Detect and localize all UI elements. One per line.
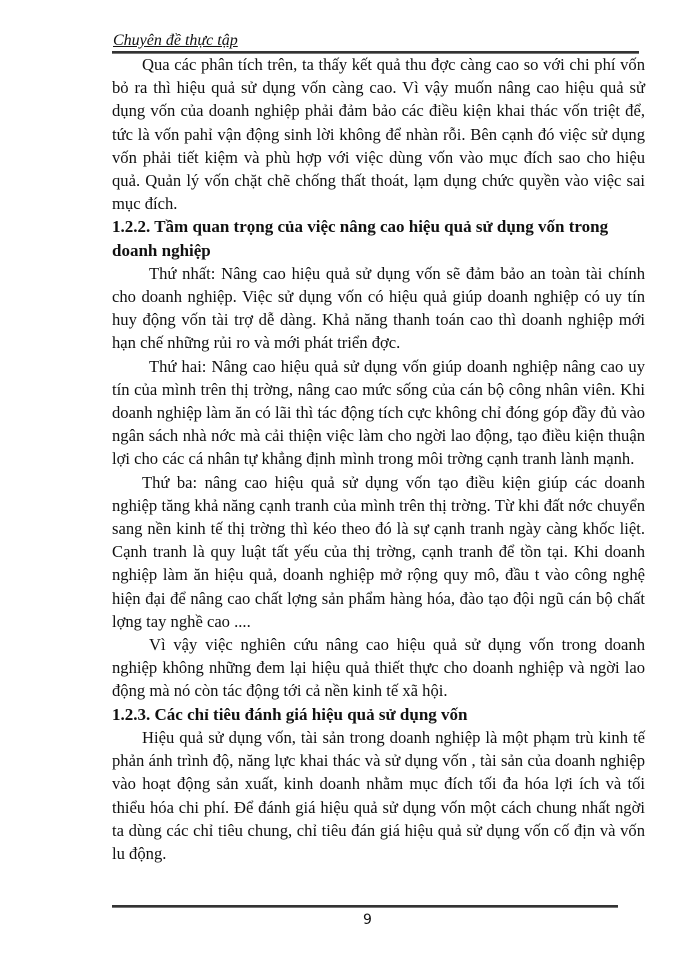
header-title: Chuyên đề thực tập — [113, 32, 238, 49]
paragraph-intro: Qua các phân tích trên, ta thấy kết quả thu đợc càng cao so với chi phí vốn bỏ ra thì hiệu quả sử dụng vốn càng cao. Vì vậy muốn nâng cao hiệu quả sử dụng vốn của doanh nghiệp phải đảm bảo các điều kiện khai thác vốn triệt để, tức là vốn pahỉ vận động sinh lời không để nhàn rỗi. Bên cạnh đó việc sử dụng vốn phải tiết kiệm và phù hợp với việc dùng vốn vào mục đích sao cho hiệu quả. Quản lý vốn chặt chẽ chống thất thoát, lạm dụng chức quyền vào việc sai mục đích. — [112, 55, 645, 214]
footer-divider — [112, 905, 618, 908]
paragraph-second-point: Thứ hai: Nâng cao hiệu quả sử dụng vốn giúp doanh nghiệp nâng cao uy tín của mình trên thị trờng, nâng cao mức sống của cán bộ công nhân viên. Khi doanh nghiệp làm ăn có lãi thì tác động tích cực không chỉ đóng góp đầy đủ vào ngân sách nhà nớc mà cải thiện việc làm cho ngời lao động, tạo điều kiện thuận lợi cho các cá nhân tự khẳng định mình trong môi trờng cạnh tranh lành mạnh. — [112, 356, 645, 469]
document-body — [112, 53, 645, 865]
page-number: 9 — [363, 912, 372, 928]
page-header — [112, 30, 639, 54]
paragraph-third-point: Thứ ba: nâng cao hiệu quả sử dụng vốn tạo điều kiện giúp các doanh nghiệp tăng khả năng cạnh tranh của mình trên thị trờng. Từ khi đất nớc chuyển sang nền kinh tế thị trờng thì kéo theo đó là sự cạnh tranh ngày càng khốc liệt. Cạnh tranh là quy luật tất yếu của thị trờng, cạnh tranh để tồn tại. Khi doanh nghiệp làm ăn hiệu quả, doanh nghiệp mở rộng quy mô, đầu t vào công nghệ hiện đại để nâng cao chất lợng sản phẩm hàng hóa, đào tạo đội ngũ cán bộ chất lợng tay nghề cao .... — [112, 472, 645, 631]
section-heading-1-2-3: 1.2.3. Các chỉ tiêu đánh giá hiệu quả sử dụng vốn — [112, 704, 468, 724]
paragraph-conclusion: Vì vậy việc nghiên cứu nâng cao hiệu quả sử dụng vốn trong doanh nghiệp không những đem lại hiệu quả thiết thực cho doanh nghiệp và ngời lao động mà nó còn tác động tới cả nền kinh tế xã hội. — [112, 635, 645, 701]
paragraph-first-point: Thứ nhất: Nâng cao hiệu quả sử dụng vốn sẽ đảm bảo an toàn tài chính cho doanh nghiệp. Việc sử dụng vốn có hiệu quả giúp doanh nghiệp có uy tín huy động vốn tài trợ dễ dàng. Khả năng thanh toán cao thì doanh nghiệp mới hạn chế những rủi ro và mới phát triển đợc. — [112, 263, 645, 353]
section-heading-1-2-2: 1.2.2. Tầm quan trọng của việc nâng cao hiệu quả sử dụng vốn trong doanh nghiệp — [112, 217, 609, 260]
paragraph-indicators: Hiệu quả sử dụng vốn, tài sản trong doanh nghiệp là một phạm trù kinh tế phản ánh trình độ, năng lực khai thác và sử dụng vốn , tài sản của doanh nghiệp vào hoạt động sản xuất, kinh doanh nhằm mục đích tối đa hóa lợi ích và tối thiểu hóa chi phí. Để đánh giá hiệu quả sử dụng vốn một cách chung nhất ngời ta dùng các chỉ tiêu chung, chỉ tiêu đán giá hiệu quả sử dụng vốn cố địn và vốn lu động. — [112, 727, 645, 863]
